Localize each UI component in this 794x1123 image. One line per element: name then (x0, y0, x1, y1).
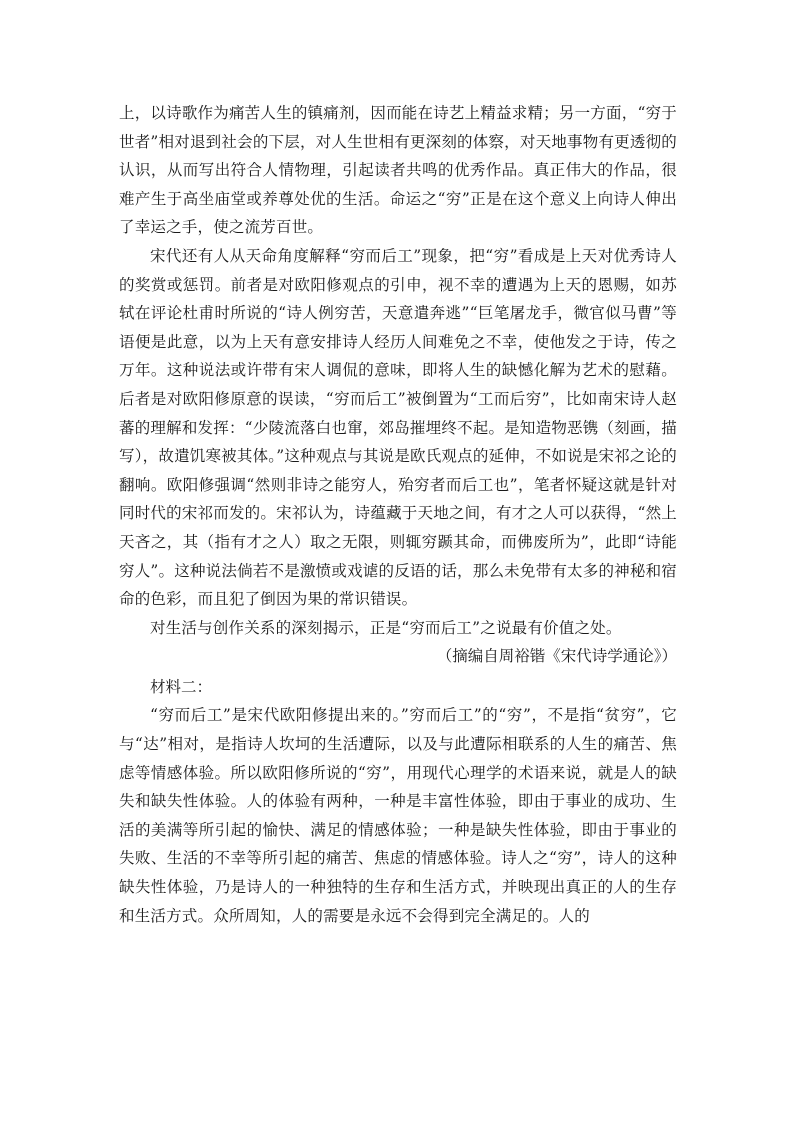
material-two-label: 材料二： (150, 677, 213, 696)
paragraph-conclusion: 对生活与创作关系的深刻揭示，正是“穷而后工”之说最有价值之处。 (150, 618, 622, 637)
document-page (119, 99, 677, 930)
paragraph-continuation: 上，以诗歌作为痛苦人生的镇痛剂，因而能在诗艺上精益求精；另一方面，“穷于世者”相对退到社会的下层，对人生世相有更深刻的体察，对天地事物有更透彻的认识，从而写出符合人情物理，引起读者共鸣的优秀作品。真正伟大的作品，很难产生于高坐庙堂或养尊处优的生活。命运之“穷”正是在这个意义上向诗人伸出了幸运之手，使之流芳百世。 (119, 104, 677, 237)
source-citation: （摘编自周裕锴《宋代诗学通论》） (436, 647, 677, 666)
paragraph-material-two: “穷而后工”是宋代欧阳修提出来的。”穷而后工”的“穷”，不是指“贫穷”，它与“达”相对，是指诗人坎坷的生活遭际，以及与此遭际相联系的人生的痛苦、焦虑等情感体验。所以欧阳修所说的“穷”，用现代心理学的术语来说，就是人的缺失和缺失性体验。人的体验有两种，一种是丰富性体验，即由于事业的成功、生活的美满等所引起的愉快、满足的情感体验；一种是缺失性体验，即由于事业的失败、生活的不幸等所引起的痛苦、焦虑的情感体验。诗人之“穷”，诗人的这种缺失性体验，乃是诗人的一种独特的生存和生活方式，并映现出真正的人的生存和生活方式。众所周知，人的需要是永远不会得到完全满足的。人的 (119, 706, 677, 925)
paragraph-song-dynasty-fate: 宋代还有人从天命角度解释“穷而后工”现象，把“穷”看成是上天对优秀诗人的奖赏或惩罚。前者是对欧阳修观点的引申，视不幸的遭遇为上天的恩赐，如苏轼在评论杜甫时所说的“诗人例穷苦，天意遣奔逃”“巨笔屠龙手，微官似马曹”等语便是此意，以为上天有意安排诗人经历人间难免之不幸，使他发之于诗，传之万年。这种说法或许带有宋人调侃的意味，即将人生的缺憾化解为艺术的慰藉。后者是对欧阳修原意的误读，“穷而后工”被倒置为“工而后穷”，比如南宋诗人赵蕃的理解和发挥：“少陵流落白也窜，郊岛摧埋终不起。是知造物恶镌（刻画，描写），故遣饥寒被其体。”这种观点与其说是欧氏观点的延伸，不如说是宋祁之论的翻响。欧阳修强调“然则非诗之能穷人，殆穷者而后工也”，笔者怀疑这就是针对同时代的宋祁而发的。宋祁认为，诗蕴藏于天地之间，有才之人可以获得，“然上天吝之，其（指有才之人）取之无限，则辄穷踬其命，而佛废所为”，此即“诗能穷人”。这种说法倘若不是激愤或戏谑的反语的话，那么未免带有太多的神秘和宿命的色彩，而且犯了倒因为果的常识错误。 (119, 246, 677, 609)
